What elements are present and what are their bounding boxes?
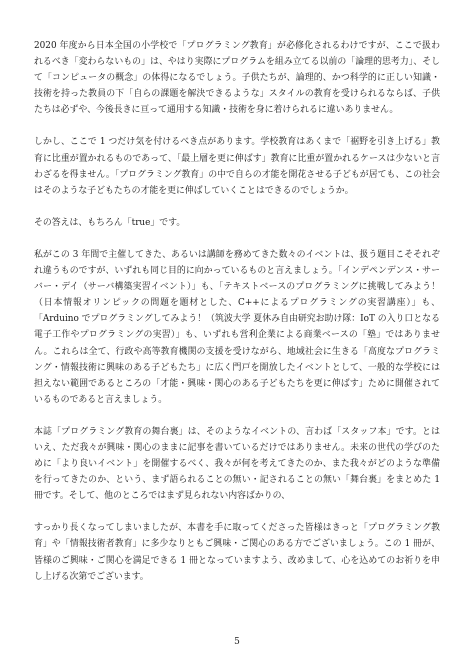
document-body xyxy=(34,38,440,585)
paragraph-caution: しかし、ここで 1 つだけ気を付けるべき点があります。学校教育はあくまで「裾野を引き上げる」教育に比重が置かれるものであって、「最上層を更に伸ばす」教育に比重が置かれるケースは少ないと言わざるを得ません。「プログラミング教育」の中で自らの才能を開花させる子どもが居ても、この社会はそのような子どもたちの才能を更に伸ばしていくことはできるのでしょうか。 xyxy=(34,137,440,196)
page-number: 5 xyxy=(234,637,240,647)
paragraph-closing: すっかり長くなってしまいましたが、本書を手に取ってくださった皆様はきっと「プログラミング教育」や「情報技術者教育」に多少なりともご興味・ご関心のある方でございましょう。この 1 冊が、皆様のご興味・ご関心を満足できる 1 冊となっていますよう、改めまして、心を込めてのお祈りを申し上げる次第でございます。 xyxy=(34,523,440,582)
paragraph-events: 私がこの 3 年間で主催してきた、あるいは講師を務めてきた数々のイベントは、扱う題目こそそれぞれ違うものですが、いずれも同じ目的に向かっているものと言えましょう。「インデペンデンス・サーバー・デイ（サーバ構築実習イベント）」も、「テキストベースのプログラミングに挑戦してみよう！（日本情報オリンピックの問題を題材とした、C++によるプログラミングの実習講座）」も、「Arduino でプログラミングしてみよう！（筑波大学 夏休み自由研究お助け隊：IoT の入り口となる電子工作やプログラミングの実習）」も、いずれも営利企業による商業ベースの「塾」ではありません。これらは全て、行政や高等教育機関の支援を受けながら、地域社会に生きる「高度なプログラミング・情報技術に興味のある子どもたち」に広く門戸を開放したイベントとして、一般的な学校には担えない範囲であるところの「才能・興味・関心のある子どもたちを更に伸ばす」ために開催されているものであると言えましょう。 xyxy=(34,249,440,405)
paragraph-answer: その答えは、もちろん「true」です。 xyxy=(34,217,186,228)
paragraph-book: 本誌「プログラミング教育の舞台裏」は、そのようなイベントの、言わば「スタッフ本」です。とはいえ、ただ我々が興味・関心のままに記事を書いているだけではありません。未来の世代の学びのために「より良いイベント」を開催するべく、我々が何を考えてきたのか、また我々がどのような準備を行ってきたのか、という、まず語られることの無い・記されることの無い「舞台裏」をまとめた 1 冊です。そして、他のところではまず見られない内容ばかりの、 xyxy=(34,426,440,502)
paragraph-intro: 2020 年度から日本全国の小学校で「プログラミング教育」が必修化されるわけですが、ここで扱われるべき「変わらないもの」は、やはり実際にプログラムを組み立てる以前の「論理的思考力」、そして「コンピュータの概念」の体得になるでしょう。子供たちが、論理的、かつ科学的に正しい知識・技術を持った教員の下「自らの課題を解決できるような」スタイルの教育を受けられるならば、子供たちは必ずや、今後長きに亘って通用する知識・技術を身に着けられるに違いありません。 xyxy=(34,41,441,116)
